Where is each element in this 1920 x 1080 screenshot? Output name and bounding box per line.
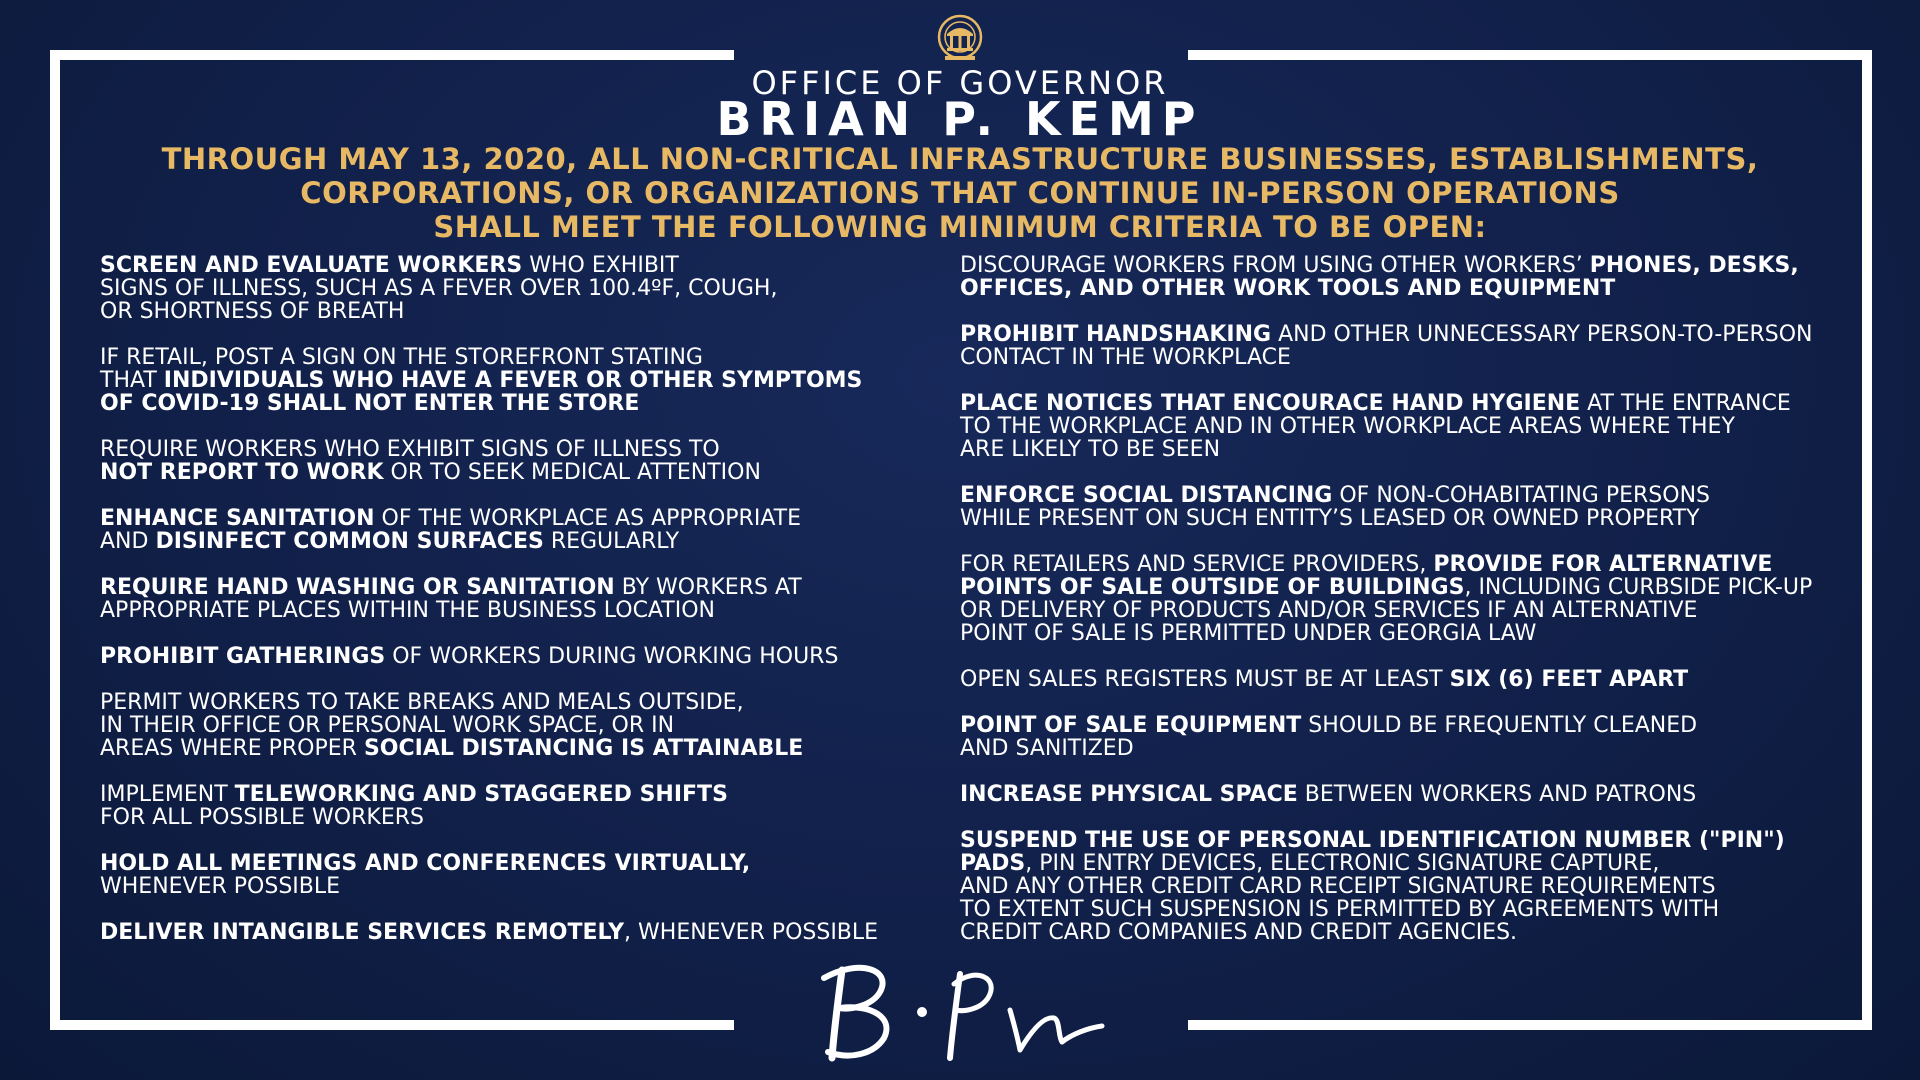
criteria-text: SIGNS OF ILLNESS, SUCH AS A FEVER OVER 100.4ºF, COUGH, (100, 276, 778, 301)
criteria-text: IMPLEMENT (100, 782, 235, 807)
criteria-item (960, 553, 1860, 645)
criteria-line (960, 507, 1860, 530)
criteria-text: AREAS WHERE PROPER (100, 736, 364, 761)
criteria-text: POINT OF SALE IS PERMITTED UNDER GEORGIA LAW (960, 621, 1537, 646)
criteria-line (960, 599, 1860, 622)
criteria-line (100, 369, 900, 392)
frame-left (50, 50, 60, 1030)
criteria-line (960, 415, 1860, 438)
criteria-item (100, 645, 900, 668)
georgia-state-seal-icon (937, 14, 983, 64)
criteria-emphasis: HOLD ALL MEETINGS AND CONFERENCES VIRTUALLY, (100, 851, 751, 876)
criteria-emphasis: SUSPEND THE USE OF PERSONAL IDENTIFICATION NUMBER ("PIN") (960, 828, 1785, 853)
criteria-line (100, 461, 900, 484)
criteria-emphasis: INDIVIDUALS WHO HAVE A FEVER OR OTHER SYMPTOMS (163, 368, 863, 393)
criteria-text: OR DELIVERY OF PRODUCTS AND/OR SERVICES IF AN ALTERNATIVE (960, 598, 1698, 623)
criteria-line (100, 806, 900, 829)
criteria-item (960, 668, 1860, 691)
criteria-emphasis: OF COVID-19 SHALL NOT ENTER THE STORE (100, 391, 640, 416)
criteria-item (100, 783, 900, 829)
criteria-line (100, 530, 900, 553)
criteria-emphasis: PROHIBIT HANDSHAKING (960, 322, 1272, 347)
criteria-line (960, 553, 1860, 576)
criteria-item (100, 438, 900, 484)
criteria-line (100, 714, 900, 737)
criteria-line (960, 392, 1860, 415)
criteria-line (960, 438, 1860, 461)
criteria-line (960, 875, 1860, 898)
criteria-emphasis: DELIVER INTANGIBLE SERVICES REMOTELY (100, 920, 625, 945)
criteria-text: DISCOURAGE WORKERS FROM USING OTHER WORKERS’ (960, 253, 1590, 278)
governor-signature (810, 950, 1110, 1070)
criteria-text: OPEN SALES REGISTERS MUST BE AT LEAST (960, 667, 1450, 692)
criteria-text: WHENEVER POSSIBLE (100, 874, 341, 899)
criteria-item (960, 254, 1860, 300)
intro-heading (140, 142, 1780, 244)
criteria-text: , PIN ENTRY DEVICES, ELECTRONIC SIGNATURE CAPTURE, (1025, 851, 1660, 876)
criteria-emphasis: TELEWORKING AND STAGGERED SHIFTS (234, 782, 728, 807)
criteria-line (960, 829, 1860, 852)
criteria-line (960, 737, 1860, 760)
criteria-line (960, 622, 1860, 645)
intro-line: CORPORATIONS, OR ORGANIZATIONS THAT CONTINUE IN-PERSON OPERATIONS (300, 176, 1620, 210)
criteria-emphasis: SOCIAL DISTANCING IS ATTAINABLE (363, 736, 804, 761)
criteria-text: AT THE ENTRANCE (1580, 391, 1791, 416)
criteria-text: BY WORKERS AT (614, 575, 802, 600)
criteria-line (960, 254, 1860, 277)
criteria-emphasis: ENHANCE SANITATION (100, 506, 375, 531)
criteria-item (960, 323, 1860, 369)
criteria-text: , INCLUDING CURBSIDE PICK-UP (1464, 575, 1813, 600)
criteria-item (100, 921, 900, 944)
criteria-emphasis: SIX (6) FEET APART (1449, 667, 1689, 692)
criteria-item (960, 829, 1860, 944)
right-criteria-list (960, 254, 1860, 967)
intro-line: THROUGH MAY 13, 2020, ALL NON-CRITICAL INFRASTRUCTURE BUSINESSES, ESTABLISHMENTS, (161, 142, 1759, 176)
criteria-line (100, 254, 900, 277)
criteria-line (100, 737, 900, 760)
frame-right (1862, 50, 1872, 1030)
criteria-emphasis: PROHIBIT GATHERINGS (100, 644, 386, 669)
criteria-item (960, 714, 1860, 760)
criteria-emphasis: ENFORCE SOCIAL DISTANCING (960, 483, 1333, 508)
criteria-text: TO EXTENT SUCH SUSPENSION IS PERMITTED BY AGREEMENTS WITH (960, 897, 1720, 922)
criteria-item (100, 576, 900, 622)
criteria-emphasis: NOT REPORT TO WORK (100, 460, 384, 485)
criteria-text: FOR RETAILERS AND SERVICE PROVIDERS, (960, 552, 1434, 577)
criteria-line (100, 599, 900, 622)
criteria-item (100, 852, 900, 898)
criteria-text: BETWEEN WORKERS AND PATRONS (1297, 782, 1697, 807)
frame-bottom-left (50, 1020, 734, 1030)
criteria-item (960, 392, 1860, 461)
criteria-emphasis: PHONES, DESKS, (1589, 253, 1799, 278)
criteria-text: APPROPRIATE PLACES WITHIN THE BUSINESS LOCATION (100, 598, 715, 623)
criteria-line (100, 392, 900, 415)
criteria-text: IN THEIR OFFICE OR PERSONAL WORK SPACE, OR IN (100, 713, 675, 738)
criteria-line (100, 645, 900, 668)
criteria-line (100, 691, 900, 714)
criteria-line (960, 898, 1860, 921)
criteria-text: CONTACT IN THE WORKPLACE (960, 345, 1291, 370)
criteria-text: THAT (100, 368, 164, 393)
criteria-line (100, 921, 900, 944)
intro-line: SHALL MEET THE FOLLOWING MINIMUM CRITERIA TO BE OPEN: (433, 210, 1487, 244)
criteria-text: AND (100, 529, 156, 554)
criteria-line (100, 438, 900, 461)
criteria-item (100, 254, 900, 323)
criteria-item (100, 346, 900, 415)
criteria-text: WHO EXHIBIT (522, 253, 679, 278)
criteria-text: IF RETAIL, POST A SIGN ON THE STOREFRONT STATING (100, 345, 703, 370)
criteria-item (960, 484, 1860, 530)
criteria-text: OF NON-COHABITATING PERSONS (1332, 483, 1710, 508)
criteria-text: AND ANY OTHER CREDIT CARD RECEIPT SIGNATURE REQUIREMENTS (960, 874, 1716, 899)
criteria-text: SHOULD BE FREQUENTLY CLEANED (1301, 713, 1698, 738)
frame-top-right (1188, 50, 1872, 60)
criteria-line (960, 783, 1860, 806)
criteria-line (100, 300, 900, 323)
criteria-text: CREDIT CARD COMPANIES AND CREDIT AGENCIES. (960, 920, 1518, 945)
criteria-line (100, 783, 900, 806)
criteria-line (960, 323, 1860, 346)
criteria-emphasis: DISINFECT COMMON SURFACES (155, 529, 544, 554)
criteria-line (960, 484, 1860, 507)
criteria-text: ARE LIKELY TO BE SEEN (960, 437, 1221, 462)
criteria-text: OF THE WORKPLACE AS APPROPRIATE (374, 506, 802, 531)
criteria-text: AND SANITIZED (960, 736, 1134, 761)
criteria-text: WHILE PRESENT ON SUCH ENTITY’S LEASED OR OWNED PROPERTY (960, 506, 1700, 531)
criteria-line (960, 668, 1860, 691)
criteria-emphasis: INCREASE PHYSICAL SPACE (960, 782, 1298, 807)
criteria-emphasis: POINTS OF SALE OUTSIDE OF BUILDINGS (960, 575, 1465, 600)
criteria-line (960, 852, 1860, 875)
governor-name: BRIAN P. KEMP (716, 92, 1204, 146)
criteria-text: OR SHORTNESS OF BREATH (100, 299, 405, 324)
criteria-line (100, 277, 900, 300)
criteria-emphasis: PADS (960, 851, 1026, 876)
frame-top-left (50, 50, 734, 60)
criteria-text: TO THE WORKPLACE AND IN OTHER WORKPLACE AREAS WHERE THEY (960, 414, 1735, 439)
criteria-text: PERMIT WORKERS TO TAKE BREAKS AND MEALS OUTSIDE, (100, 690, 744, 715)
criteria-emphasis: OFFICES, AND OTHER WORK TOOLS AND EQUIPMENT (960, 276, 1616, 301)
criteria-line (960, 576, 1860, 599)
criteria-emphasis: PROVIDE FOR ALTERNATIVE (1433, 552, 1773, 577)
criteria-emphasis: POINT OF SALE EQUIPMENT (960, 713, 1302, 738)
criteria-text: REQUIRE WORKERS WHO EXHIBIT SIGNS OF ILLNESS TO (100, 437, 720, 462)
criteria-line (100, 875, 900, 898)
criteria-text: , WHENEVER POSSIBLE (624, 920, 879, 945)
criteria-text: OR TO SEEK MEDICAL ATTENTION (383, 460, 761, 485)
frame-bottom-right (1188, 1020, 1872, 1030)
criteria-text: OF WORKERS DURING WORKING HOURS (385, 644, 839, 669)
criteria-line (960, 277, 1860, 300)
criteria-item (100, 691, 900, 760)
criteria-line (960, 921, 1860, 944)
criteria-line (960, 714, 1860, 737)
criteria-text: AND OTHER UNNECESSARY PERSON-TO-PERSON (1271, 322, 1813, 347)
criteria-line (100, 346, 900, 369)
criteria-item (960, 783, 1860, 806)
criteria-line (960, 346, 1860, 369)
left-criteria-list (100, 254, 900, 967)
criteria-emphasis: SCREEN AND EVALUATE WORKERS (100, 253, 523, 278)
criteria-line (100, 852, 900, 875)
criteria-line (100, 507, 900, 530)
office-title: OFFICE OF GOVERNOR (751, 64, 1169, 102)
criteria-emphasis: PLACE NOTICES THAT ENCOURACE HAND HYGIENE (960, 391, 1581, 416)
criteria-emphasis: REQUIRE HAND WASHING OR SANITATION (100, 575, 615, 600)
criteria-text: FOR ALL POSSIBLE WORKERS (100, 805, 424, 830)
criteria-item (100, 507, 900, 553)
criteria-text: REGULARLY (543, 529, 680, 554)
criteria-line (100, 576, 900, 599)
